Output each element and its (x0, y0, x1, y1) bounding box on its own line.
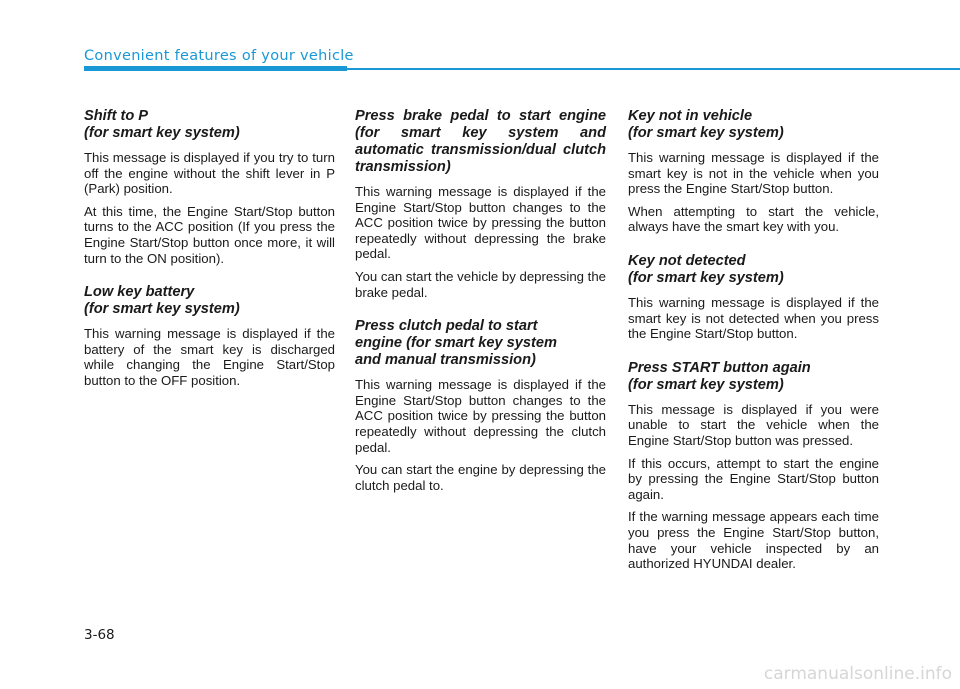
paragraph: This message is displayed if you were unable to start the vehicle when the Engine Start/Stop button was pressed. (628, 401, 879, 448)
paragraph: This message is displayed if you try to turn off the engine without the shift lever in P (Park) position. (84, 150, 335, 197)
paragraph: You can start the engine by depressing the clutch pedal to. (355, 462, 606, 493)
section-low-key-battery (84, 284, 335, 388)
header-rule (347, 68, 960, 70)
section-key-not-detected (628, 253, 879, 342)
paragraph: When attempting to start the vehicle, always have the smart key with you. (628, 203, 879, 235)
column-3 (628, 108, 879, 590)
paragraph: If this occurs, attempt to start the engine by pressing the Engine Start/Stop button again. (628, 455, 879, 502)
section-heading: Press clutch pedal to start engine (for smart key system and manual transmission) (355, 318, 557, 369)
paragraph: This warning message is displayed if the battery of the smart key is discharged while changing the Engine Start/Stop button to the OFF position. (84, 326, 335, 388)
header-accent-bar (84, 66, 347, 71)
section-press-clutch-pedal (355, 318, 606, 493)
column-2 (355, 108, 606, 511)
section-press-brake-pedal (355, 108, 606, 300)
paragraph: This warning message is displayed if the smart key is not in the vehicle when you press the Engine Start/Stop button. (628, 150, 879, 197)
section-title: Convenient features of your vehicle (84, 48, 354, 64)
page-number: 3-68 (84, 627, 115, 643)
section-press-start-button-again (628, 360, 879, 572)
paragraph: If the warning message appears each time you press the Engine Start/Stop button, have your vehicle inspected by an authorized HYUNDAI dealer. (628, 509, 879, 572)
section-shift-to-p (84, 108, 335, 266)
paragraph: This warning message is displayed if the Engine Start/Stop button changes to the ACC position twice by pressing the button repeatedly without depressing the clutch pedal. (355, 377, 606, 455)
paragraph: You can start the vehicle by depressing the brake pedal. (355, 268, 606, 300)
section-heading: Press START button again (for smart key system) (628, 359, 811, 393)
page-header (84, 46, 960, 72)
section-heading: Press brake pedal to start engine (for smart key system and automatic transmission/dual clutch transmission) (355, 108, 606, 175)
column-1 (84, 108, 335, 407)
section-heading: Key not in vehicle (for smart key system) (628, 108, 784, 141)
section-heading: Shift to P (for smart key system) (84, 108, 240, 141)
paragraph: At this time, the Engine Start/Stop button turns to the ACC position (If you press the Engine Start/Stop button once more, it will turn to the ON position). (84, 203, 335, 266)
paragraph: This warning message is displayed if the smart key is not detected when you press the Engine Start/Stop button. (628, 294, 879, 342)
watermark: carmanualsonline.info (763, 664, 952, 684)
section-heading: Low key battery (for smart key system) (84, 284, 240, 318)
paragraph: This warning message is displayed if the Engine Start/Stop button changes to the ACC position twice by pressing the button repeatedly without depressing the brake pedal. (355, 184, 606, 262)
section-key-not-in-vehicle (628, 108, 879, 235)
section-heading: Key not detected (for smart key system) (628, 252, 784, 286)
